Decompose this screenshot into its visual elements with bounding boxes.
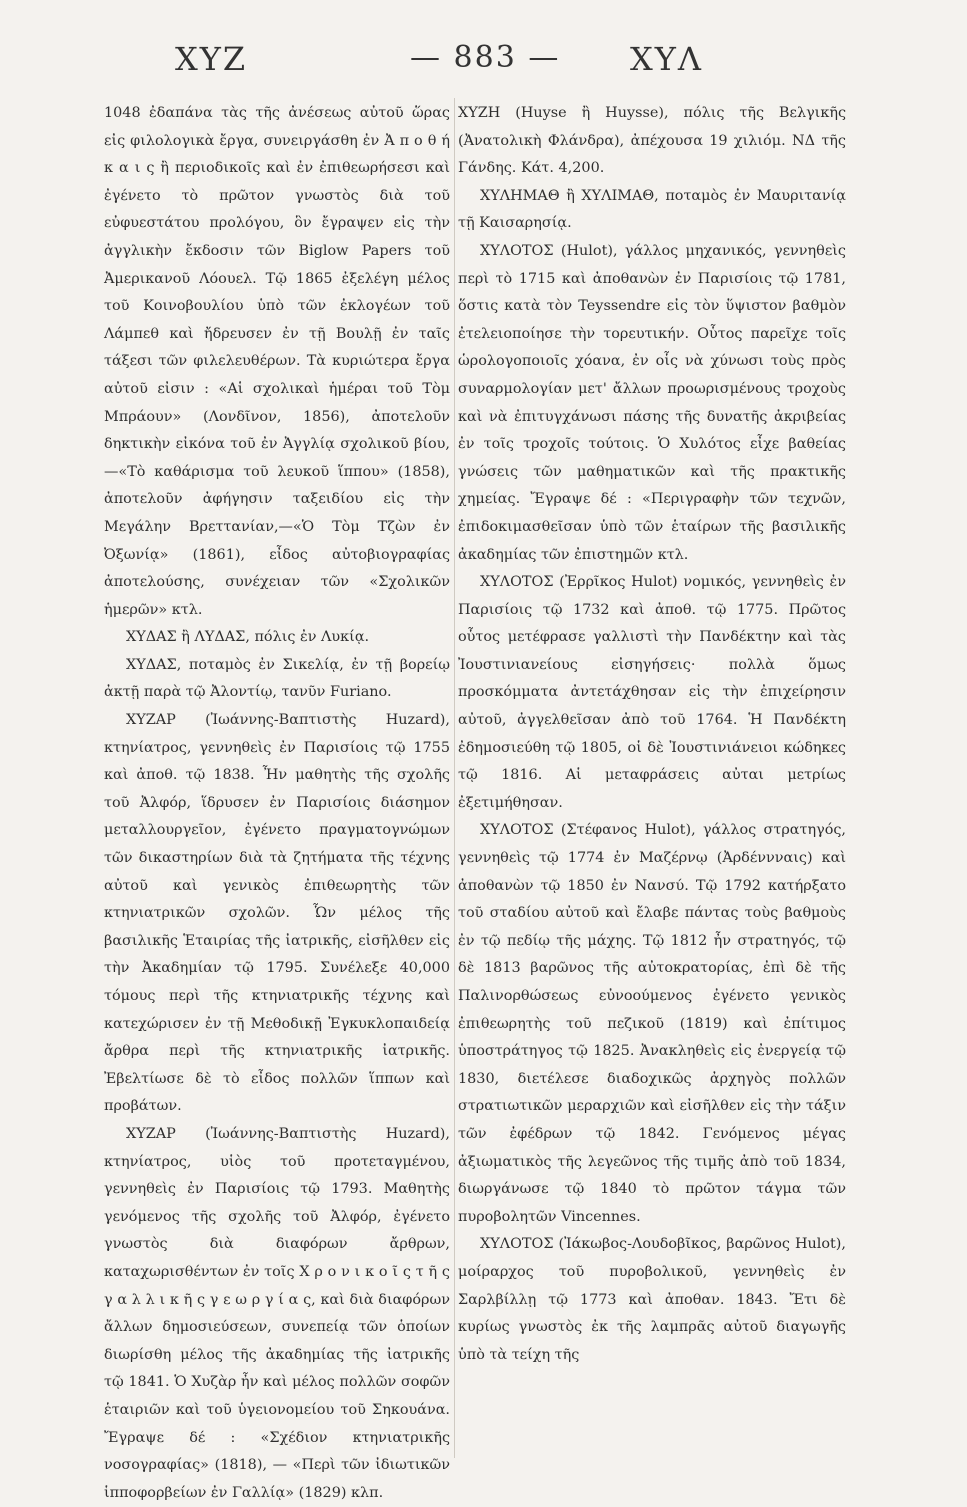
right-column	[458, 100, 846, 1470]
entry-hulot-etienne: ΧΥΛΟΤΟΣ (Στέφανος Hulot), γάλλος στρατηγός, γεννηθεὶς τῷ 1774 ἐν Μαζέρνῳ (Ἀρδέννναις) καὶ ἀποθανὼν τῷ 1850 ἐν Νανσύ. Τῷ 1792 κατήρξατο τοῦ σταδίου αὐτοῦ καὶ ἔλαβε πάντας τοὺς βαθμοὺς ἐν τῷ πεδίῳ τῆς μάχης. Τῷ 1812 ἦν στρατηγός, τῷ δὲ 1813 βαρῶνος τῆς αὐτοκρατορίας, ἐπὶ δὲ τῆς Παλινορθώσεως εὐνοούμενος ἐγένετο γενικὸς ἐπιθεωρητὴς τοῦ πεζικοῦ (1819) καὶ ἐπίτιμος ὑποστράτηγος τῷ 1825. Ἀνακληθεὶς εἰς ἐνεργείᾳ τῷ 1830, διετέλεσε διαδοχικῶς ἀρχηγὸς πολλῶν στρατιωτικῶν μεραρχιῶν καὶ εἰσῆλθεν εἰς τὴν τάξιν τῶν ἐφέδρων τῷ 1842. Γενόμενος μέγας ἀξιωματικὸς τῆς λεγεῶνος τῆς τιμῆς ἀπὸ τοῦ 1834, διωργάνωσε τῷ 1840 τὸ πρῶτον τάγμα τῶν πυροβολητῶν Vincennes.	[458, 822, 846, 1225]
left-column	[104, 100, 450, 1501]
entry-xylimath: ΧΥΛΗΜΑΘ ἢ ΧΥΛΙΜΑΘ, ποταμὸς ἐν Μαυριτανίᾳ τῇ Καισαρησίᾳ.	[458, 187, 846, 232]
entry-huzard-junior: ΧΥΖΑΡ (Ἰωάννης-Βαπτιστὴς Huzard), κτηνίατρος, υἱὸς τοῦ προτεταγμένου, γεννηθεὶς ἐν Παρισίοις τῷ 1793. Μαθητὴς γενόμενος τῆς σχολῆς τοῦ Ἀλφόρ, ἐγένετο γνωστὸς διὰ διαφόρων ἄρθρων, καταχωρισθέντων ἐν τοῖς Χ ρ ο ν ι κ ο ῖ ς τ ῆ ς γ α λ λ ι κ ῆ ς γ ε ω ρ γ ί α ς, καὶ διὰ διαφόρων ἄλλων δημοσιεύσεων, συνεπείᾳ τῶν ὁποίων διωρίσθη μέλος τῆς ἀκαδημίας τῆς ἰατρικῆς τῷ 1841. Ὁ Χυζὰρ ἦν καὶ μέλος πολλῶν σοφῶν ἑταιριῶν καὶ τοῦ ὑγειονομείου τοῦ Σηκουάνα. Ἔγραψε δέ : «Σχέδιον κτηνιατρικῆς νοσογραφίας» (1818), — «Περὶ τῶν ἰδιωτικῶν ἱπποφορβείων ἐν Γαλλίᾳ» (1829) κλπ.	[104, 1125, 450, 1501]
right-guide-word: ΧΥΛ	[630, 40, 704, 78]
entry-continuation-1048: 1048 ἐδαπάνα τὰς τῆς ἀνέσεως αὐτοῦ ὥρας εἰς φιλολογικὰ ἔργα, συνειργάσθη ἐν Ἀ π ο θ ή κ α ι ς ἢ περιοδικοῖς καὶ ἐν ἐπιθεωρήσεσι καὶ ἐγένετο τὸ πρῶτον γνωστὸς διὰ τοῦ εὐφυεστάτου προλόγου, ὃν ἔγραψεν εἰς τὴν ἀγγλικὴν ἔκδοσιν τῶν Biglow Papers τοῦ Ἀμερικανοῦ Λόουελ. Τῷ 1865 ἐξελέγη μέλος τοῦ Κοινοβουλίου ὑπὸ τῶν ἐκλογέων τοῦ Λάμπεθ καὶ ἤδρευσεν ἐν τῇ Βουλῇ ἐν ταῖς τάξεσι τῶν φιλελευθέρων. Τὰ κυριώτερα ἔργα αὐτοῦ εἰσιν : «Αἱ σχολικαὶ ἡμέραι τοῦ Τὸμ Μπράουν» (Λονδῖνον, 1856), ἀποτελοῦν δηκτικὴν εἰκόνα τοῦ ἐν Ἀγγλίᾳ σχολικοῦ βίου,—«Τὸ καθάρισμα τοῦ λευκοῦ ἵππου» (1858), ἀποτελοῦν ἀφήγησιν ταξειδίου εἰς τὴν Μεγάλην Βρεττανίαν,—«Ὁ Τὸμ Τζὼν ἐν Ὀξωνίᾳ» (1861), εἶδος αὐτοβιογραφίας ἀποτελούσης, συνέχειαν τῶν «Σχολικῶν ἡμερῶν» κτλ.	[104, 105, 450, 618]
page-number: — 883 —	[410, 40, 561, 75]
entry-hulot-mechanic: ΧΥΛΟΤΟΣ (Hulot), γάλλος μηχανικός, γεννηθεὶς περὶ τὸ 1715 καὶ ἀποθανὼν ἐν Παρισίοις τῷ 1781, ὅστις κατὰ τὸν Teyssendre εἰς τὸν ὕψιστον βαθμὸν ἐτελειοποίησε τὴν τορευτικήν. Οὗτος παρεῖχε τοῖς ὡρολογοποιοῖς χόανα, ἐν οἷς νὰ χύνωσι τοὺς πρὸς συναρμολογίαν μετ' ἄλλων προωρισμένους τροχοὺς καὶ νὰ ἐπιτυγχάνωσι πάσης τῆς δυνατῆς ἀκριβείας ἐν τοῖς τροχοῖς τούτοις. Ὁ Χυλότος εἶχε βαθείας γνώσεις τῶν μαθηματικῶν καὶ τῆς πρακτικῆς χημείας. Ἔγραψε δέ : «Περιγραφὴν τῶν τεχνῶν, ἐπιδοκιμασθεῖσαν ὑπὸ τῶν ἑταίρων τῆς βασιλικῆς ἀκαδημίας τῶν ἐπιστημῶν κτλ.	[458, 242, 846, 563]
entry-xydas-lykia: ΧΥΔΑΣ ἢ ΛΥΔΑΣ, πόλις ἐν Λυκίᾳ.	[126, 629, 370, 646]
left-guide-word: ΧΥΖ	[175, 40, 248, 78]
entry-xydas-river: ΧΥΔΑΣ, ποταμὸς ἐν Σικελίᾳ, ἐν τῇ βορείῳ ἀκτῇ παρὰ τῷ Ἀλοντίῳ, τανῦν Furiano.	[104, 656, 450, 701]
column-divider	[454, 98, 455, 1458]
page-header	[0, 40, 967, 100]
entry-hulot-jacques: ΧΥΛΟΤΟΣ (Ἰάκωβος-Λουδοβῖκος, βαρῶνος Hulot), μοίραρχος τοῦ πυροβολικοῦ, γεννηθεὶς ἐν Σαρλβίλλῃ τῷ 1773 καὶ ἀποθαν. 1843. Ἔτι δὲ κυρίως γνωστὸς ἐκ τῆς λαμπρᾶς αὐτοῦ διαγωγῆς ὑπὸ τὰ τείχη τῆς	[458, 1236, 846, 1363]
entry-huyse: ΧΥΖΗ (Huyse ἢ Huysse), πόλις τῆς Βελγικῆς (Ἀνατολικὴ Φλάνδρα), ἀπέχουσα 19 χιλιόμ. ΝΔ τῆς Γάνδης. Κάτ. 4,200.	[458, 105, 846, 177]
entry-huzard-senior: ΧΥΖΑΡ (Ἰωάννης-Βαπτιστὴς Huzard), κτηνίατρος, γεννηθεὶς ἐν Παρισίοις τῷ 1755 καὶ ἀποθ. τῷ 1838. Ἦν μαθητὴς τῆς σχολῆς τοῦ Ἀλφόρ, ἵδρυσεν ἐν Παρισίοις διάσημον μεταλλουργεῖον, ἐγένετο πραγματογνώμων τῶν δικαστηρίων διὰ τὰ ζητήματα τῆς τέχνης αὐτοῦ καὶ γενικὸς ἐπιθεωρητὴς τῶν κτηνιατρικῶν σχολῶν. Ὧν μέλος τῆς βασιλικῆς Ἑταιρίας τῆς ἰατρικῆς, εἰσῆλθεν εἰς τὴν Ἀκαδημίαν τῷ 1795. Συνέλεξε 40,000 τόμους περὶ τῆς κτηνιατρικῆς τέχνης καὶ κατεχώρισεν ἐν τῇ Μεθοδικῇ Ἐγκυκλοπαιδείᾳ ἄρθρα περὶ τῆς κτηνιατρικῆς ἰατρικῆς. Ἐβελτίωσε δὲ τὸ εἶδος πολλῶν ἵππων καὶ προβάτων.	[104, 712, 450, 1115]
entry-hulot-henri: ΧΥΛΟΤΟΣ (Ἐρρῖκος Hulot) νομικός, γεννηθεὶς ἐν Παρισίοις τῷ 1732 καὶ ἀποθ. τῷ 1775. Πρῶτος οὗτος μετέφρασε γαλλιστὶ τὴν Πανδέκτην καὶ τὰς Ἰουστινιανείους εἰσηγήσεις· πολλὰ ὅμως προσκόμματα ἀντετάχθησαν εἰς τὴν ἐπιχείρησιν αὐτοῦ, ἀγγελθεῖσαν ἀπὸ τοῦ 1764. Ἡ Πανδέκτη ἐδημοσιεύθη τῷ 1805, οἱ δὲ Ἰουστινιάνειοι κώδηκες τῷ 1816. Αἱ μεταφράσεις αὐται μετρίως ἐξετιμήθησαν.	[458, 574, 846, 811]
